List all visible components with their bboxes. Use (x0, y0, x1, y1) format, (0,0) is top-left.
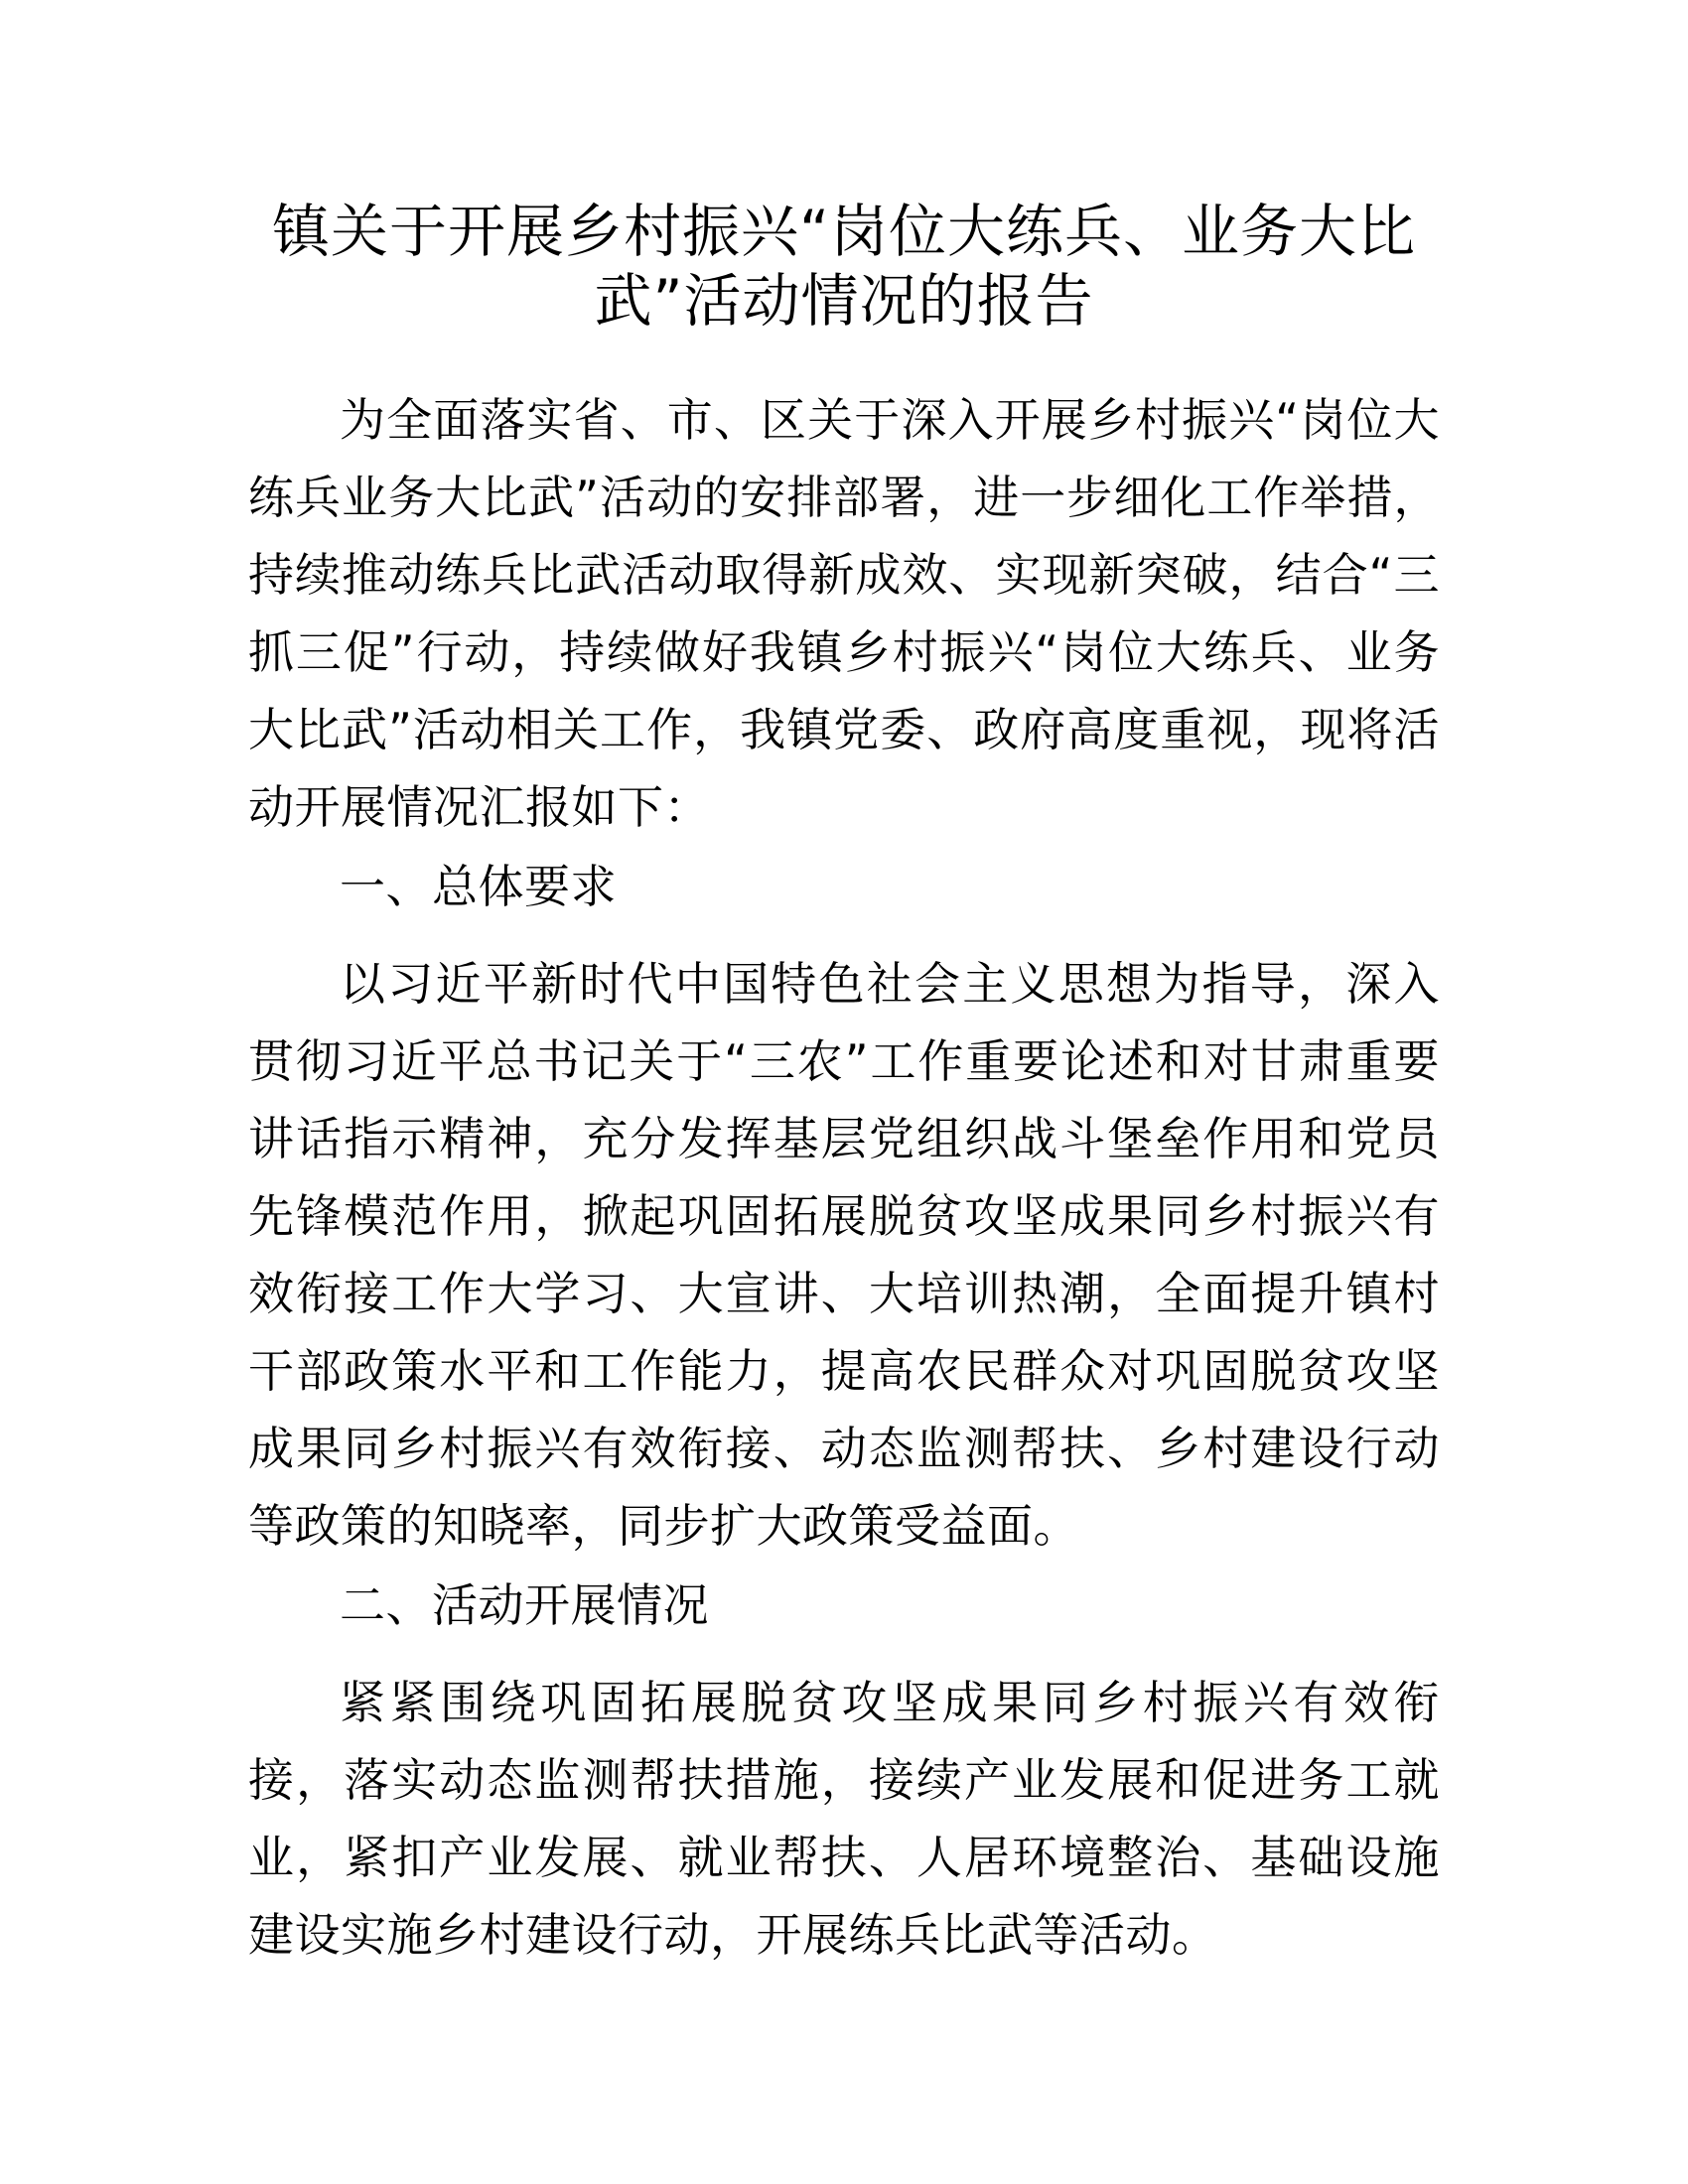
section-heading-overall-requirements: 一、总体要求 (340, 860, 617, 913)
section-heading-activities: 二、活动开展情况 (340, 1578, 709, 1632)
activities-paragraph: 紧紧围绕巩固拓展脱贫攻坚成果同乡村振兴有效衔接，落实动态监测帮扶措施，接续产业发展和促进务工就业，紧扣产业发展、就业帮扶、人居环境整治、基础设施建设实施乡村建设行动，开展练兵比武等活动。 (248, 1676, 1440, 1962)
requirements-paragraph: 以习近平新时代中国特色社会主义思想为指导，深入贯彻习近平总书记关于“三农”工作重要论述和对甘肃重要讲话指示精神，充分发挥基层党组织战斗堡垒作用和党员先锋模范作用，掀起巩固拓展脱贫攻坚成果同乡村振兴有效衔接工作大学习、大宣讲、大培训热潮，全面提升镇村干部政策水平和工作能力，提高农民群众对巩固脱贫攻坚成果同乡村振兴有效衔接、动态监测帮扶、乡村建设行动等政策的知晓率，同步扩大政策受益面。 (248, 957, 1440, 1553)
intro-paragraph: 为全面落实省、市、区关于深入开展乡村振兴“岗位大练兵业务大比武”活动的安排部署，进一步细化工作举措，持续推动练兵比武活动取得新成效、实现新突破，结合“三抓三促”行动，持续做好我镇乡村振兴“岗位大练兵、业务大比武”活动相关工作，我镇党委、政府高度重视，现将活动开展情况汇报如下： (248, 393, 1440, 834)
document-title: 镇关于开展乡村振兴“岗位大练兵、业务大比武”活动情况的报告 (271, 198, 1417, 335)
